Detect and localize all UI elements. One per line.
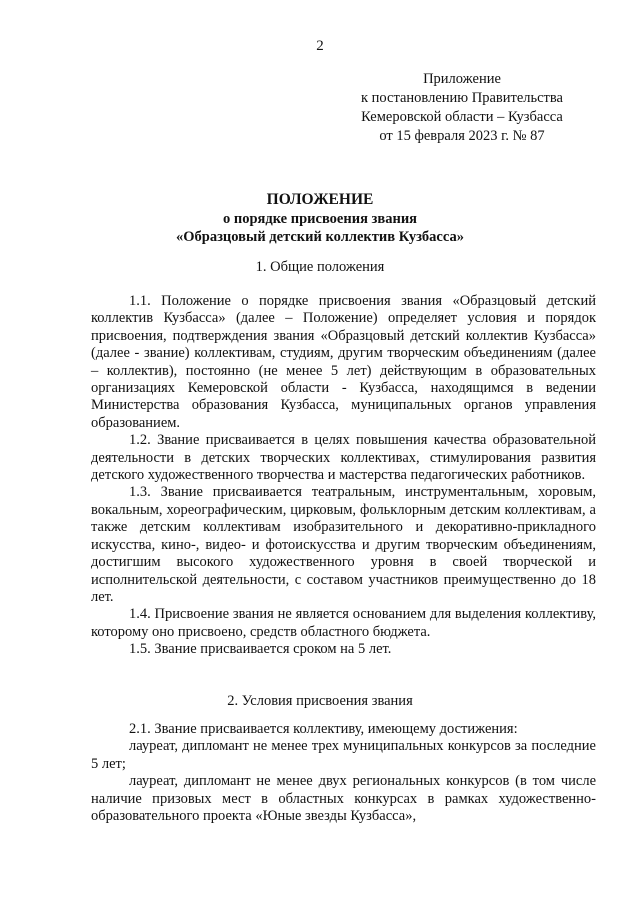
appendix-line: Кемеровской области – Кузбасса (361, 109, 563, 125)
title-name: «Образцовый детский коллектив Кузбасса» (176, 229, 464, 245)
document-title (0, 190, 640, 246)
appendix-line: от 15 февраля 2023 г. № 87 (379, 128, 545, 144)
paragraph-1-2: 1.2. Звание присваивается в целях повышения качества образовательной деятельности в детских творческих коллективах, стимулирования развития детского художественного творчества и мастерства педагогических работников. (91, 432, 596, 484)
page-number: 2 (316, 38, 324, 54)
paragraph-2-item: лауреат, дипломант не менее трех муниципальных конкурсов за последние 5 лет; (91, 738, 596, 772)
section-2-heading: 2. Условия присвоения звания (227, 693, 413, 709)
paragraph-2-1: 2.1. Звание присваивается коллективу, имеющему достижения: (129, 721, 518, 737)
paragraph-1-5: 1.5. Звание присваивается сроком на 5 лет. (129, 641, 392, 658)
section-1-body (91, 293, 596, 659)
title-main: ПОЛОЖЕНИЕ (266, 191, 374, 208)
title-subtitle: о порядке присвоения звания (222, 211, 418, 227)
appendix-block (342, 70, 582, 146)
section-2-body (91, 721, 596, 825)
paragraph-2-item: лауреат, дипломант не менее двух региональных конкурсов (в том числе наличие призовых мест в областных конкурсах в рамках художественно-образовательного проекта «Юные звезды Кузбасса», (91, 773, 596, 825)
paragraph-1-3: 1.3. Звание присваивается театральным, инструментальным, хоровым, вокальным, хореографическим, цирковым, фольклорным детским коллективам, а также детским коллективам изобразительного и декоративно-прикладного искусства, кино-, видео- и фотоискусства и другим творческим объединениям, достигшим высокого художественного уровня в своей творческой и исполнительской деятельности, с составом участников преимущественно до 18 лет. (91, 484, 596, 605)
paragraph-1-4: 1.4. Присвоение звания не является основанием для выделения коллективу, которому оно присвоено, средств областного бюджета. (91, 606, 596, 640)
section-1-heading: 1. Общие положения (255, 259, 385, 275)
appendix-line: к постановлению Правительства (361, 90, 563, 106)
paragraph-1-1: 1.1. Положение о порядке присвоения звания «Образцовый детский коллектив Кузбасса» (далее – Положение) определяет условия и порядок присвоения, подтверждения звания «Образцовый детский коллектив Кузбасса» (далее - звание) коллективам, студиям, другим творческим объединениям (далее – коллектив), постоянно (не менее 5 лет) действующим в образовательных организациях Кемеровской области - Кузбасса, находящимся в ведении Министерства образования Кузбасса, муниципальных органов управления образованием. (91, 293, 596, 431)
appendix-line: Приложение (423, 71, 501, 87)
